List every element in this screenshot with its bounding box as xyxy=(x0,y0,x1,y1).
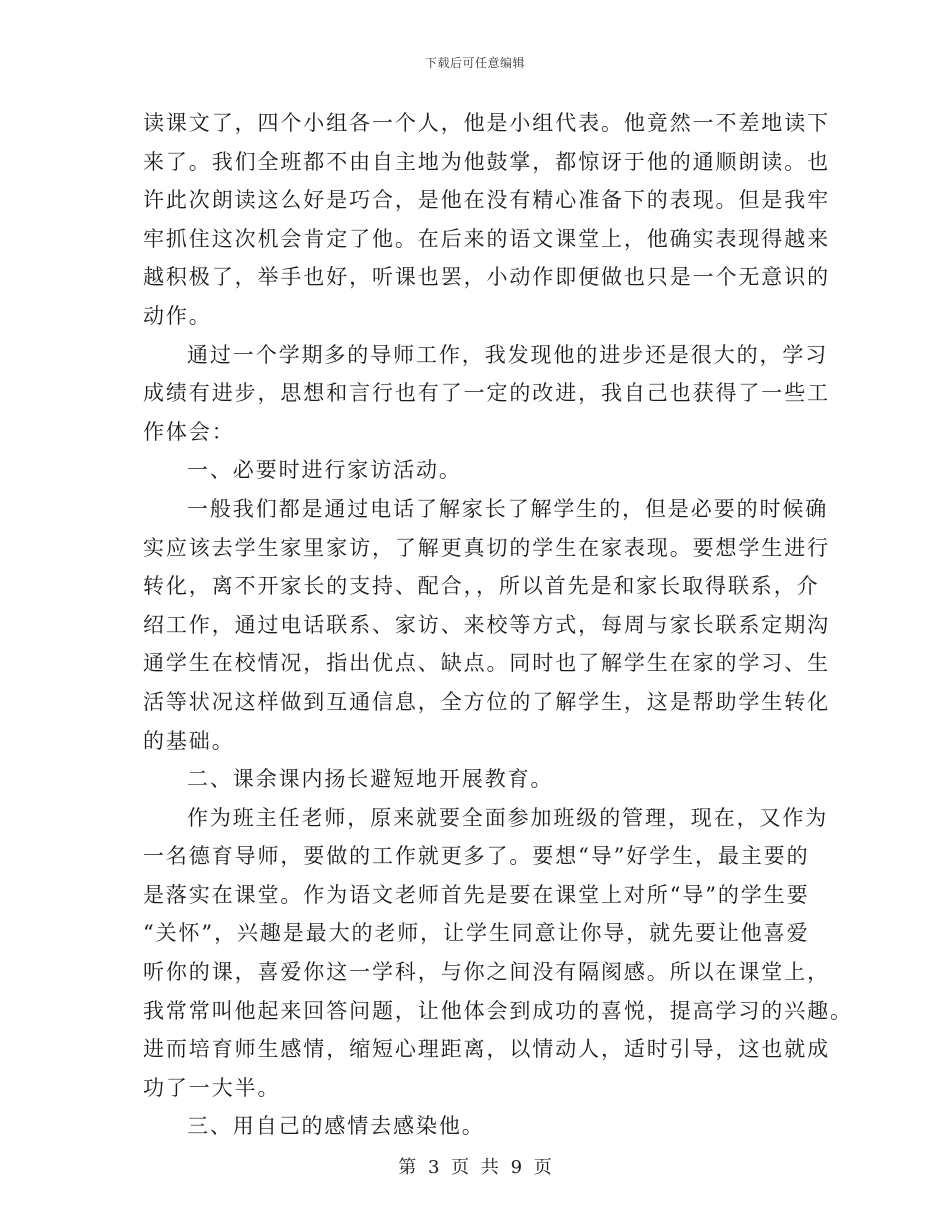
text-line: 三、用自己的感情去感染他。 xyxy=(187,1114,485,1139)
text-line: 转化，离不开家长的支持、配合，，所以首先是和家长取得联系，介 xyxy=(143,574,820,599)
text-line: 读课文了，四个小组各一个人，他是小组代表。他竟然一不差地读下 xyxy=(143,111,830,135)
text-line: 二、课余课内扬长避短地开展教育。 xyxy=(187,767,554,792)
document-body xyxy=(143,104,853,1146)
text-line: 通过一个学期多的导师工作，我发现他的进步还是很大的，学习 xyxy=(187,342,829,367)
text-line: 来了。我们全班都不由自主地为他鼓掌，都惊讶于他的通顺朗读。也 xyxy=(143,149,830,174)
text-line: 功了一大半。 xyxy=(143,1075,281,1100)
page-header: 下载后可任意编辑 xyxy=(424,56,525,70)
text-line: 作体会： xyxy=(143,419,235,444)
text-line: “关怀”，兴趣是最大的老师，让学生同意让你导，就先要让他喜爱 xyxy=(143,921,810,946)
text-line: 我常常叫他起来回答问题，让他体会到成功的喜悦，提高学习的兴趣。 xyxy=(143,998,853,1023)
text-line: 绍工作，通过电话联系、家访、来校等方式，每周与家长联系定期沟 xyxy=(143,612,830,637)
text-line: 通学生在校情况，指出优点、缺点。同时也了解学生在家的学习、生 xyxy=(143,651,830,676)
text-line: 实应该去学生家里家访，了解更真切的学生在家表现。要想学生进行 xyxy=(143,535,830,560)
text-line: 一、必要时进行家访活动。 xyxy=(187,458,462,483)
text-line: 进而培育师生感情，缩短心理距离，以情动人，适时引导，这也就成 xyxy=(143,1037,830,1062)
text-line: 的基础。 xyxy=(143,728,235,753)
text-line: 牢抓住这次机会肯定了他。在后来的语文课堂上，他确实表现得越来 xyxy=(143,226,830,251)
text-line: 许此次朗读这么好是巧合，是他在没有精心准备下的表现。但是我牢 xyxy=(143,188,830,213)
text-line: 一般我们都是通过电话了解家长了解学生的，但是必要的时候确 xyxy=(187,496,829,521)
text-line: 活等状况这样做到互通信息，全方位的了解学生，这是帮助学生转化 xyxy=(143,689,830,714)
text-line: 成绩有进步，思想和言行也有了一定的改进，我自己也获得了一些工 xyxy=(143,381,830,406)
text-line: 越积极了，举手也好，听课也罢，小动作即便做也只是一个无意识的 xyxy=(143,265,830,290)
text-line: 是落实在课堂。作为语文老师首先是要在课堂上对所“导”的学生要 xyxy=(143,882,810,907)
text-line: 一名德育导师，要做的工作就更多了。要想“导”好学生，最主要的 xyxy=(143,844,810,869)
text-line: 听你的课，喜爱你这一学科，与你之间没有隔阂感。所以在课堂上， xyxy=(143,960,830,985)
page-number-footer: 第 3 页 共 9 页 xyxy=(398,1157,552,1178)
text-line: 作为班主任老师，原来就要全面参加班级的管理，现在，又作为 xyxy=(187,805,829,830)
text-line: 动作。 xyxy=(143,303,212,328)
